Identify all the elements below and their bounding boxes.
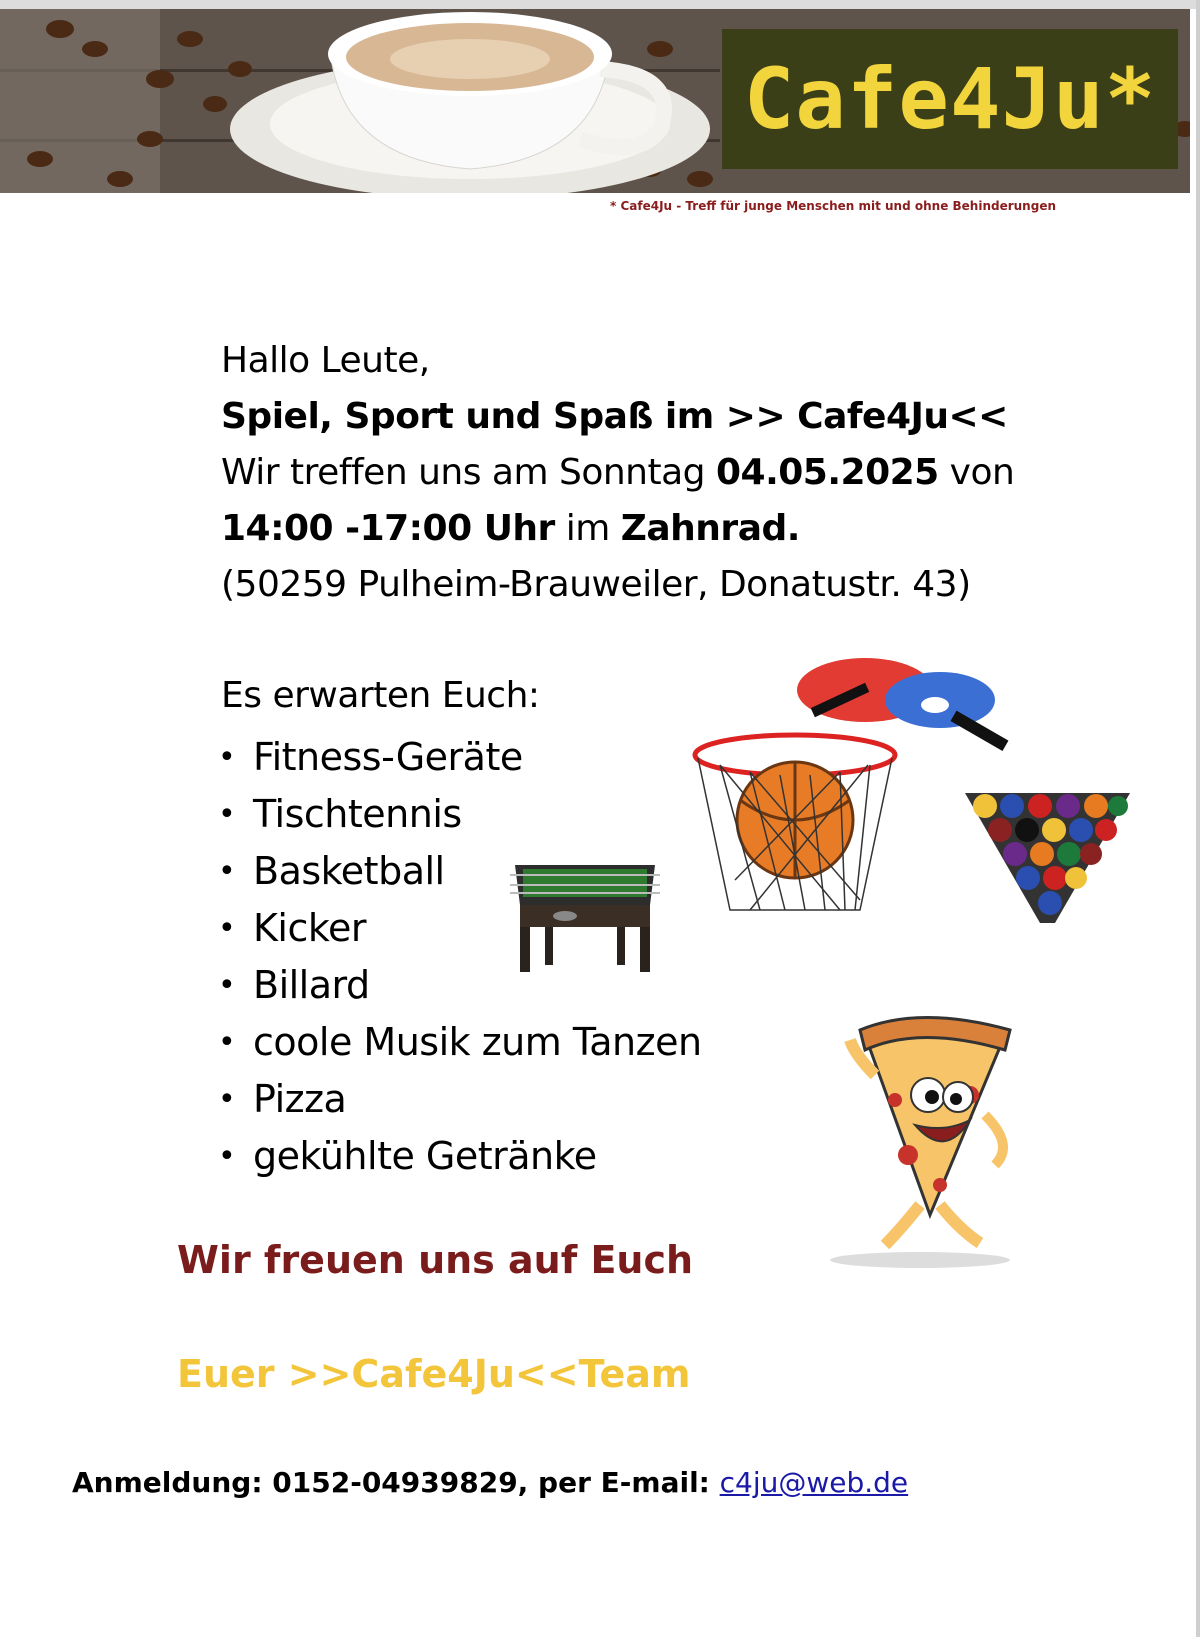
address: (50259 Pulheim-Brauweiler, Donatustr. 43)	[221, 564, 971, 605]
logo-title: Cafe4Ju*	[743, 50, 1157, 148]
venue: Zahnrad.	[620, 508, 800, 549]
offers-heading: Es erwarten Euch:	[221, 675, 540, 716]
list-item: • Basketball	[218, 849, 445, 893]
logo-box	[722, 29, 1178, 169]
list-item: • Billard	[218, 963, 370, 1007]
meeting-text-end: von	[938, 452, 1015, 493]
meeting-time: 14:00 -17:00 Uhr	[221, 508, 555, 549]
pizza-mascot-icon	[820, 1015, 1020, 1270]
team-signature: Euer >>Cafe4Ju<<Team	[177, 1352, 691, 1396]
meeting-text: Wir treffen uns am Sonntag	[221, 452, 716, 493]
list-item: • Kicker	[218, 906, 367, 950]
headline: Spiel, Sport und Spaß im >> Cafe4Ju<<	[221, 396, 1008, 437]
closing-greeting: Wir freuen uns auf Euch	[177, 1238, 694, 1282]
list-item: • gekühlte Getränke	[218, 1134, 597, 1178]
list-item: • Fitness-Geräte	[218, 735, 523, 779]
meeting-date: 04.05.2025	[715, 452, 939, 493]
list-item: • coole Musik zum Tanzen	[218, 1020, 702, 1064]
time-connector: im	[554, 508, 621, 549]
list-item: • Tischtennis	[218, 792, 462, 836]
foosball-table-icon	[505, 845, 665, 975]
contact-label: Anmeldung: 0152-04939829, per E-mail:	[72, 1466, 720, 1499]
basketball-hoop-icon	[690, 730, 905, 930]
email-link[interactable]: c4ju@web.de	[719, 1466, 909, 1499]
meeting-line	[221, 452, 1014, 493]
page-top-border	[0, 0, 1200, 9]
list-item: • Pizza	[218, 1077, 347, 1121]
billiard-balls-icon	[960, 788, 1135, 928]
header-subtitle: * Cafe4Ju - Treff für junge Menschen mit und ohne Behinderungen	[610, 199, 1056, 213]
time-line	[221, 508, 800, 549]
page-right-border	[1196, 0, 1200, 1637]
header-banner	[0, 9, 1190, 193]
contact-line	[72, 1466, 908, 1499]
greeting: Hallo Leute,	[221, 340, 430, 381]
